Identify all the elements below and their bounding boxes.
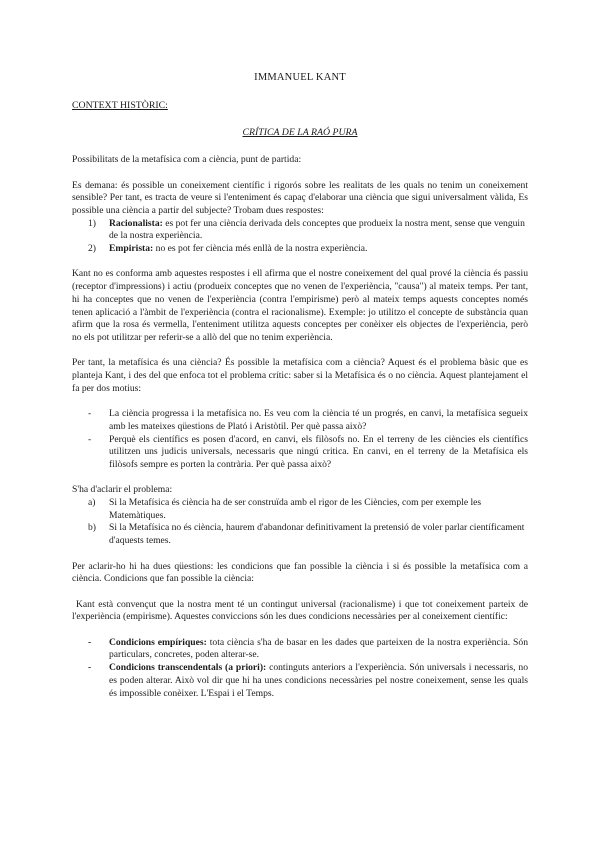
paragraph-problem: Per tant, la metafísica és una ciència? És possible la metafísica com a ciència? Aquest és el problema bàsic que es planteja Kant, i des del que enfoca tot el problema crític: saber si la Metafísica és o no ciència. Aquest plantejament el fa per dos motius:: [72, 357, 528, 394]
answers-list: [72, 218, 528, 256]
paragraph-question: Es demana: és possible un coneixement científic i rigorós sobre les realitats de les quals no tenim un coneixement sensible? Per tant, es tracta de veure si l'enteniment és capaç d'elaborar una ciència que sigui universalment vàlida, Es possible una ciència a partir del subjecte? Trobam dues respostes:: [72, 179, 528, 216]
list-marker: -: [88, 662, 92, 674]
list-item-text: Perquè els científics es posen d'acord, en canvi, els filòsofs no. En el terreny de les ciències els científics utilitzen uns judicis universals, necessaris que ningú critica. En canvi, en el terreny de la Metafísica els filòsofs sempre es porten la contrària. Per què passa això?: [109, 433, 528, 470]
list-item: [88, 662, 528, 700]
list-item-text: tota ciència s'ha de basar en les dades que parteixen de la nostra experiència. Són particulars, concretes, poden alterar-se.: [109, 636, 528, 661]
list-item-text: Si la Metafísica és ciència ha de ser construïda amb el rigor de les Ciències, com per exemple les Matemàtiques.: [109, 497, 482, 521]
list-marker: 1): [88, 217, 96, 229]
list-marker: b): [88, 522, 96, 534]
list-item-text: es pot fer una ciència derivada dels conceptes que produeix la nostra ment, sense que venguin de la nostra experiència.: [109, 217, 525, 242]
list-item-term: Condicions empíriques:: [109, 636, 207, 648]
list-item: [88, 636, 528, 662]
list-item: [88, 497, 528, 522]
section-heading: CONTEXT HISTÒRIC:: [72, 99, 168, 111]
options-list: [72, 497, 528, 548]
list-marker: -: [88, 636, 92, 648]
list-item: [88, 217, 528, 243]
list-item: [88, 243, 528, 256]
list-item-text: no es pot fer ciència més enllà de la nostra experiència.: [153, 243, 368, 255]
list-item: [88, 408, 528, 433]
list-item-text: Si la Metafísica no és ciència, haurem d'abandonar definitivament la pretensió de voler parlar científicament d'aquests temes.: [109, 522, 525, 547]
document-title: IMMANUEL KANT: [254, 72, 346, 83]
document-subtitle: CRÍTICA DE LA RAÓ PURA: [242, 127, 358, 139]
list-item-text: La ciència progressa i la metafísica no. Es veu com la ciència té un progrés, en canvi, la metafísica segueix amb les mateixes qüestions de Plató i Aristòtil. Per què passa això?: [109, 408, 528, 432]
list-marker: -: [88, 408, 92, 420]
paragraph-conviction: Kant està convençut que la nostra ment té un contingut universal (racionalisme) i que tot coneixement parteix de l'experiència (empirisme). Aquestes conviccions són les dues condicions necessàries per al coneixement científic:: [72, 598, 528, 623]
motives-list: [72, 408, 528, 472]
list-item: [88, 433, 528, 472]
paragraph-clarify: S'ha d'aclarir el problema:: [72, 484, 173, 496]
list-item-text: continguts anteriors a l'experiència. Són universals i necessaris, no es poden alterar. Això vol dir que hi ha unes condicions necessàries pel nostre coneixement, sense les quals és impossible conèixer. L'Espai i el Temps.: [109, 662, 528, 699]
list-item-term: Empirista:: [109, 243, 154, 255]
paragraph-questions: Per aclarir-ho hi ha dues qüestions: les condicions que fan possible la ciència i si és possible la metafísica com a ciència. Condicions que fan possible la ciència:: [72, 560, 528, 585]
list-marker: 2): [88, 243, 96, 255]
list-item-term: Condicions transcendentals (a priori):: [109, 662, 267, 674]
list-marker: a): [88, 497, 96, 509]
list-item: [88, 522, 528, 547]
list-item-term: Racionalista:: [109, 217, 163, 229]
paragraph-kant-position: Kant no es conforma amb aquestes respostes i ell afirma que el nostre coneixement del qual prové la ciència és passiu (receptor d'impressions) i actiu (produeix conceptes que no venen de l'experiència, "causa") al mateix temps. Per tant, hi ha conceptes que no venen de l'experiència (contra l'empirisme) però al mateix temps aquests conceptes només tenen aplicació a l'àmbit de l'experiència (contra el racionalisme). Exemple: jo utilitzo el concepte de substància quan afirm que la rosa és vermella, l'enteniment utilitza aquests conceptes per conèixer els objectes de l'experiència, però no els pot utilitzar per referir-se a allò del que no tenim experiència.: [72, 268, 528, 343]
intro-paragraph: Possibilitats de la metafísica com a ciència, punt de partida:: [72, 154, 302, 166]
conditions-list: [72, 637, 528, 701]
list-marker: -: [88, 433, 92, 445]
